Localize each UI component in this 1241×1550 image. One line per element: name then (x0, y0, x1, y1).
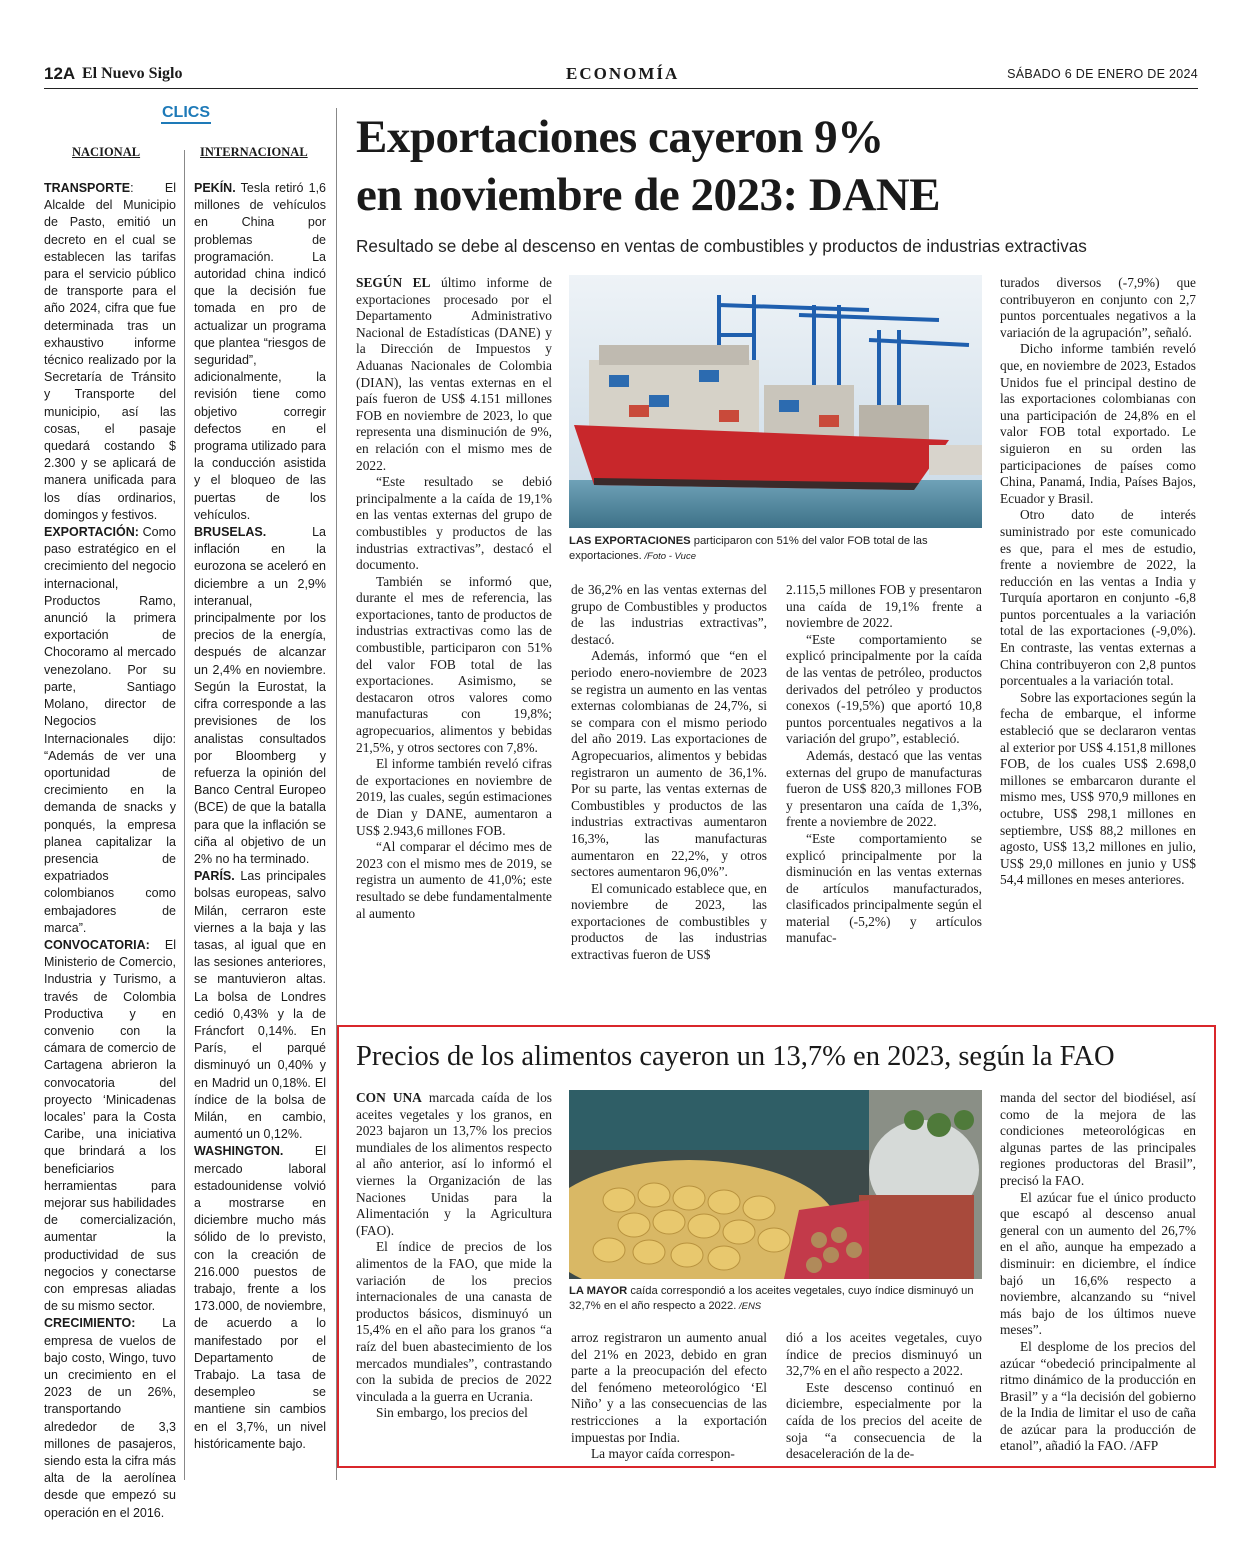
internacional-briefs (194, 180, 326, 1453)
brief-text: El Alcalde del Municipio de Pasto, emitió un decreto en el cual se establecen las tarifas para el servicio público de transporte para el año 2024, cifra que fue determinada tras un exhaustivo informe técnico realizado por la Secretaría de Tránsito y Transporte del municipio, así las cosas, el pasaje quedará costando $ 2.300 y se aplicará de manera unificada para los días ordinarios, domingos y festivos. (44, 181, 176, 522)
brief-text: El Ministerio de Comercio, Industria y Turismo, a través de Colombia Productiva y en convenio con la cámara de comercio de Cartagena abrieron la convocatoria del proyecto ‘Minicadenas locales’ para la Costa Caribe, una iniciativa que brindará a los beneficiarios herramientas para mejorar sus habilidades de comercialización, aumentar la productividad de sus negocios y conectarse con empresas aliadas de su mismo sector. (44, 937, 177, 1314)
brief-separator (283, 1144, 315, 1158)
brief-item (44, 180, 176, 524)
paragraph: Dicho informe también reveló que, en noviembre de 2023, Estados Unidos fue el principal destino de las exportaciones colombianas con una participación de 24,8% en el valor FOB total exportado. Le siguieron en su orden las participaciones de países como China, Panamá, India, Países Bajos, Ecuador y Brasil. (1000, 341, 1196, 506)
brief-separator: : (130, 181, 165, 195)
paragraph: turados diversos (-7,9%) que contribuyeron en conjunto con 2,7 puntos porcentuales negativos a la variación de la agrupación”, señaló. (1000, 275, 1196, 340)
paragraph: El informe también reveló cifras de exportaciones en noviembre de 2019, las cuales, según estimaciones de Dian y DANE, aumentaron a US$ 2.943,6 millones FOB. (356, 756, 552, 838)
paragraph: “Este comportamiento se explicó principalmente por la disminución en las ventas externas de artículos manufacturados, clasificados principalmente según el material (-5,2%) y artículos manufac- (786, 830, 982, 946)
paragraph: Sin embargo, los precios del (376, 1405, 528, 1421)
main-subhead: Resultado se debe al descenso en ventas de combustibles y productos de industrias extractivas (356, 236, 1087, 256)
brief-text: Las principales bolsas europeas, salvo Milán, cerraron este viernes a la baja y las tasas, al igual que en las sesiones anteriores, se mantuvieron altas. La bolsa de Londres cedió 0,43% y la de Fráncfort 0,14%. En París, el parqué disminuyó un 0,40% y en Madrid un 0,18%. El índice de la bolsa de Milán, en cambio, aumentó un 0,12%. (194, 869, 326, 1142)
paragraph (356, 1090, 552, 1239)
food-market-photo (569, 1090, 982, 1279)
paragraph: de 36,2% en las ventas externas del grupo de Combustibles y productos de las industrias extractivas”, destacó. (571, 582, 767, 647)
briefs-title: CLICS (44, 104, 328, 122)
paragraph: dió a los aceites vegetales, cuyo índice de precios disminuyó un 32,7% en el año respecto a 2022. (786, 1330, 982, 1379)
brief-label: WASHINGTON. (194, 1144, 284, 1159)
main-column-1 (356, 275, 552, 922)
paragraph: También se informó que, durante el mes de referencia, las exportaciones, tanto de productos de industrias extractivas como las de combustible, participaron con 51% del valor FOB total de las exportaciones. Asimismo, se destacaron otros valores como manufacturas con 19,8%; agropecuarios, alimentos y bebidas 21,5%, y otros sectores con 7,8%. (356, 573, 552, 755)
paragraph: Este descenso continuó en diciembre, especialmente por la caída de los precios del aceite de soja “a consecuencia de la desaceleración de la de- (786, 1379, 982, 1462)
nacional-heading: NACIONAL (72, 145, 141, 159)
paragraph: 2.115,5 millones FOB y presentaron una caída de 19,1% frente a noviembre de 2022. (786, 582, 982, 631)
main-column-2 (571, 582, 767, 964)
internacional-heading: INTERNACIONAL (200, 145, 308, 159)
page-number: 12A (44, 64, 76, 83)
paragraph: arroz registraron un aumento anual del 21% en 2023, debido en gran parte a la preocupación del efecto del fenómeno meteorológico ‘El Niño’ y a las consecuencias de las restricciones a la exportación impuestas por India. (571, 1330, 767, 1445)
brief-label: PARÍS. (194, 869, 235, 884)
page-header (44, 64, 1198, 86)
paragraph-text: marcada caída de los aceites vegetales y los granos, en 2023 bajaron un 13,7% los precios mundiales de los alimentos respecto al año anterior, así lo informó el viernes la Organización de las Naciones Unidas para la Alimentación y la Agricultura (FAO). (356, 1090, 552, 1238)
brief-item (194, 868, 326, 1143)
issue-date: SÁBADO 6 DE ENERO DE 2024 (1007, 67, 1198, 81)
paragraph: Sobre las exportaciones según la fecha de embarque, el informe estableció que se declararon ventas al exterior por US$ 4.151,8 millones FOB, de los cuales US$ 2.698,0 millones se embarcaron durante el mismo mes, US$ 970,9 millones en octubre, US$ 298,1 millones en septiembre, US$ 88,2 millones en agosto, US$ 13,2 millones en julio, US$ 29,0 millones en junio y US$ 54,4 millones en meses anteriores. (1000, 689, 1196, 888)
fao-column-4 (1000, 1090, 1196, 1455)
fao-column-1 (356, 1090, 552, 1422)
brief-item (44, 524, 176, 937)
brief-text: El mercado laboral estadounidense volvió a mostrarse en diciembre mucho más sólido de lo previsto, con la creación de 216.000 puestos de trabajo, frente a los 173.000, de noviembre, de acuerdo a lo manifestado por el Departamento de Trabajo. La tasa de desempleo se mantiene sin cambios en el 3,7%, un nivel históricamente bajo. (194, 1144, 326, 1451)
masthead: El Nuevo Siglo (82, 65, 183, 82)
header-rule (44, 88, 1198, 89)
main-column-3 (786, 582, 982, 947)
fao-headline: Precios de los alimentos cayeron un 13,7% en 2023, según la FAO (356, 1041, 1115, 1072)
brief-label: BRUSELAS. (194, 525, 267, 540)
paragraph: El azúcar fue el único producto que escapó al descenso anual general con un aumento del 26,7% en el año, aunque ha empezado a disminuir: en diciembre, el índice bajó un 16,6% respecto a noviembre, alcanzando su “nivel más bajo de los últimos nueve meses”. (1000, 1189, 1196, 1338)
fao-column-2 (571, 1330, 767, 1463)
brief-item (194, 524, 326, 868)
brief-item (44, 937, 176, 1315)
paragraph: “Al comparar el décimo mes de 2023 con el mismo mes de 2019, se registra un aumento de 41,0%; este resultado se debe fundamentalmente al aumento (356, 839, 552, 921)
paragraph: manda del sector del biodiésel, así como de la mejora de las condiciones meteorológicas en algunas partes de las principales regiones productoras del Brasil”, precisó la FAO. (1000, 1090, 1196, 1188)
paragraph: La mayor caída correspon- (591, 1446, 735, 1462)
paragraph: Además, informó que “en el periodo enero-noviembre de 2023 se registra un aumento en las ventas externas colombianas de 24,7%, si se compara con el mismo periodo del año 2019. Las exportaciones de Agropecuarios, alimentos y bebidas registraron un aumento de 36,1%. Por su parte, las ventas externas de Combustibles y productos de las industrias extractivas aumentaron 16,3%, las manufacturas aumentaron en 22,2%, y otros sectores aumentaron 96,0%”. (571, 648, 767, 880)
brief-text: La empresa de vuelos de bajo costo, Wingo, tuvo un crecimiento en el 2023 de un 26%, transportando alrededor de 3,3 millones de pasajeros, siendo esta la cifra más alta de la aerolínea desde que empezó su operación en el 2016. (44, 1316, 176, 1520)
paragraph: El índice de precios de los alimentos de la FAO, que mide la variación de los precios internacionales de una canasta de productos básicos, disminuyó un 15,4% en el año para los granos “a raíz del buen abastecimiento de los mercados mundiales”, contrastando con la subida de precios de 2022 vinculada a la guerra en Ucrania. (356, 1239, 552, 1404)
paragraph: Además, destacó que las ventas externas del grupo de manufacturas fueron de US$ 820,3 millones FOB y presentaron una caída de 1,3%, frente a noviembre de 2022. (786, 747, 982, 830)
cargo-ship-photo (569, 275, 982, 528)
brief-label: PEKÍN. (194, 181, 236, 195)
brief-text: Como paso estratégico en el crecimiento del negocio internacional, Productos Ramo, anunció la primera exportación de Chocoramo al mercado venezolano. Por su parte, Santiago Molano, director de Negocios Internacionales dijo: “Además de ver una oportunidad de crecimiento en la demanda de snacks y ponqués, la empresa planea capitalizar la presencia de expatriados colombianos como embajadores de marca”. (44, 525, 176, 935)
paragraph: “Este resultado se debió principalmente a la caída de 19,1% en las ventas externas del grupo de combustibles y productos de las industrias extractivas”, destacó el documento. (356, 474, 552, 573)
brief-label: TRANSPORTE (44, 181, 131, 195)
brief-separator (150, 938, 165, 952)
brief-text: Tesla retiró 1,6 millones de vehículos en China por problemas de programación. La autoridad china indicó que la decisión fue tomada en pro de actualizar un programa que plantea “riesgos de seguridad”, adicionalmente, la revisión tiene como objetivo corregir defectos en el programa utilizado para la conducción asistida y el bloqueo de las puertas de los vehículos. (194, 181, 327, 522)
paragraph: “Este comportamiento se explicó principalmente por la caída de las ventas de petróleo, productos derivados del petróleo y productos conexos (-19,5%) que aportó 10,8 puntos porcentuales negativos a la variación del grupo”, estableció. (786, 631, 982, 747)
brief-separator (135, 1316, 162, 1330)
fao-column-3 (786, 1330, 982, 1463)
brief-label: CONVOCATORIA: (44, 937, 150, 952)
paragraph: Otro dato de interés suministrado por este comunicado es que, para el mes de estudio, frente a noviembre de 2022, la reducción en las ventas a India y Turquía aportaron en conjunto -6,8 puntos porcentuales a la variación total de las exportaciones (-9,0%). En contraste, las ventas externas a China contribuyeron con 2,8 puntos porcentuales a la variación total. (1000, 507, 1196, 689)
ship-photo-caption: LAS EXPORTACIONES participaron con 51% del valor FOB total de las exportaciones. /Foto - Vuce (569, 535, 928, 562)
brief-separator (266, 525, 312, 539)
main-headline: Exportaciones cayeron 9% en noviembre de 2023: DANE (356, 111, 941, 221)
brief-item (194, 1143, 326, 1453)
section-title: ECONOMÍA (566, 64, 680, 83)
lead-in: CON UNA (356, 1090, 422, 1105)
main-column-4 (1000, 275, 1196, 889)
briefs-divider (184, 150, 185, 1480)
paragraph: El desplome de los precios del azúcar “obedeció principalmente al ritmo dinámico de la producción en Brasil” y a “la decisión del gobierno de la India de limitar el uso de caña de azúcar para la producción de etanol”, añadió la FAO. /AFP (1000, 1338, 1196, 1454)
lead-in: SEGÚN EL (356, 275, 431, 290)
brief-label: CRECIMIENTO: (44, 1316, 136, 1331)
paragraph-text: último informe de exportaciones procesado por el Departamento Administrativo Nacional de Estadísticas (DANE) y la Dirección de Impuestos y Aduanas Nacionales de Colombia (DIAN), las ventas externas en el país fueron de US$ 4.151 millones FOB en noviembre de 2023, lo que representa una disminución de 9%, en relación con el mismo mes de 2022. (356, 275, 552, 473)
nacional-briefs (44, 180, 176, 1522)
brief-text: La inflación en la eurozona se aceleró en diciembre a un 2,9% interanual, principalmente por los precios de la energía, después de alcanzar un 2,4% en noviembre. Según la Eurostat, la cifra corresponde a las previsiones de los analistas consultados por Bloomberg y refuerza la opinión del Banco Central Europeo (BCE) de que la batalla para que la inflación se ciña al objetivo de un 2% no ha terminado. (194, 525, 326, 866)
brief-item (44, 1315, 176, 1521)
food-photo-caption: LA MAYOR caída correspondió a los aceites vegetales, cuyo índice disminuyó un 32,7% en el año respecto a 2022. /ENS (569, 1285, 974, 1312)
brief-label: EXPORTACIÓN: (44, 525, 139, 540)
paragraph (356, 275, 552, 474)
paragraph: El comunicado establece que, en noviembre de 2023, las exportaciones de combustibles y productos de las industrias extractivas fueron de US$ (571, 880, 767, 963)
brief-item (194, 180, 326, 524)
